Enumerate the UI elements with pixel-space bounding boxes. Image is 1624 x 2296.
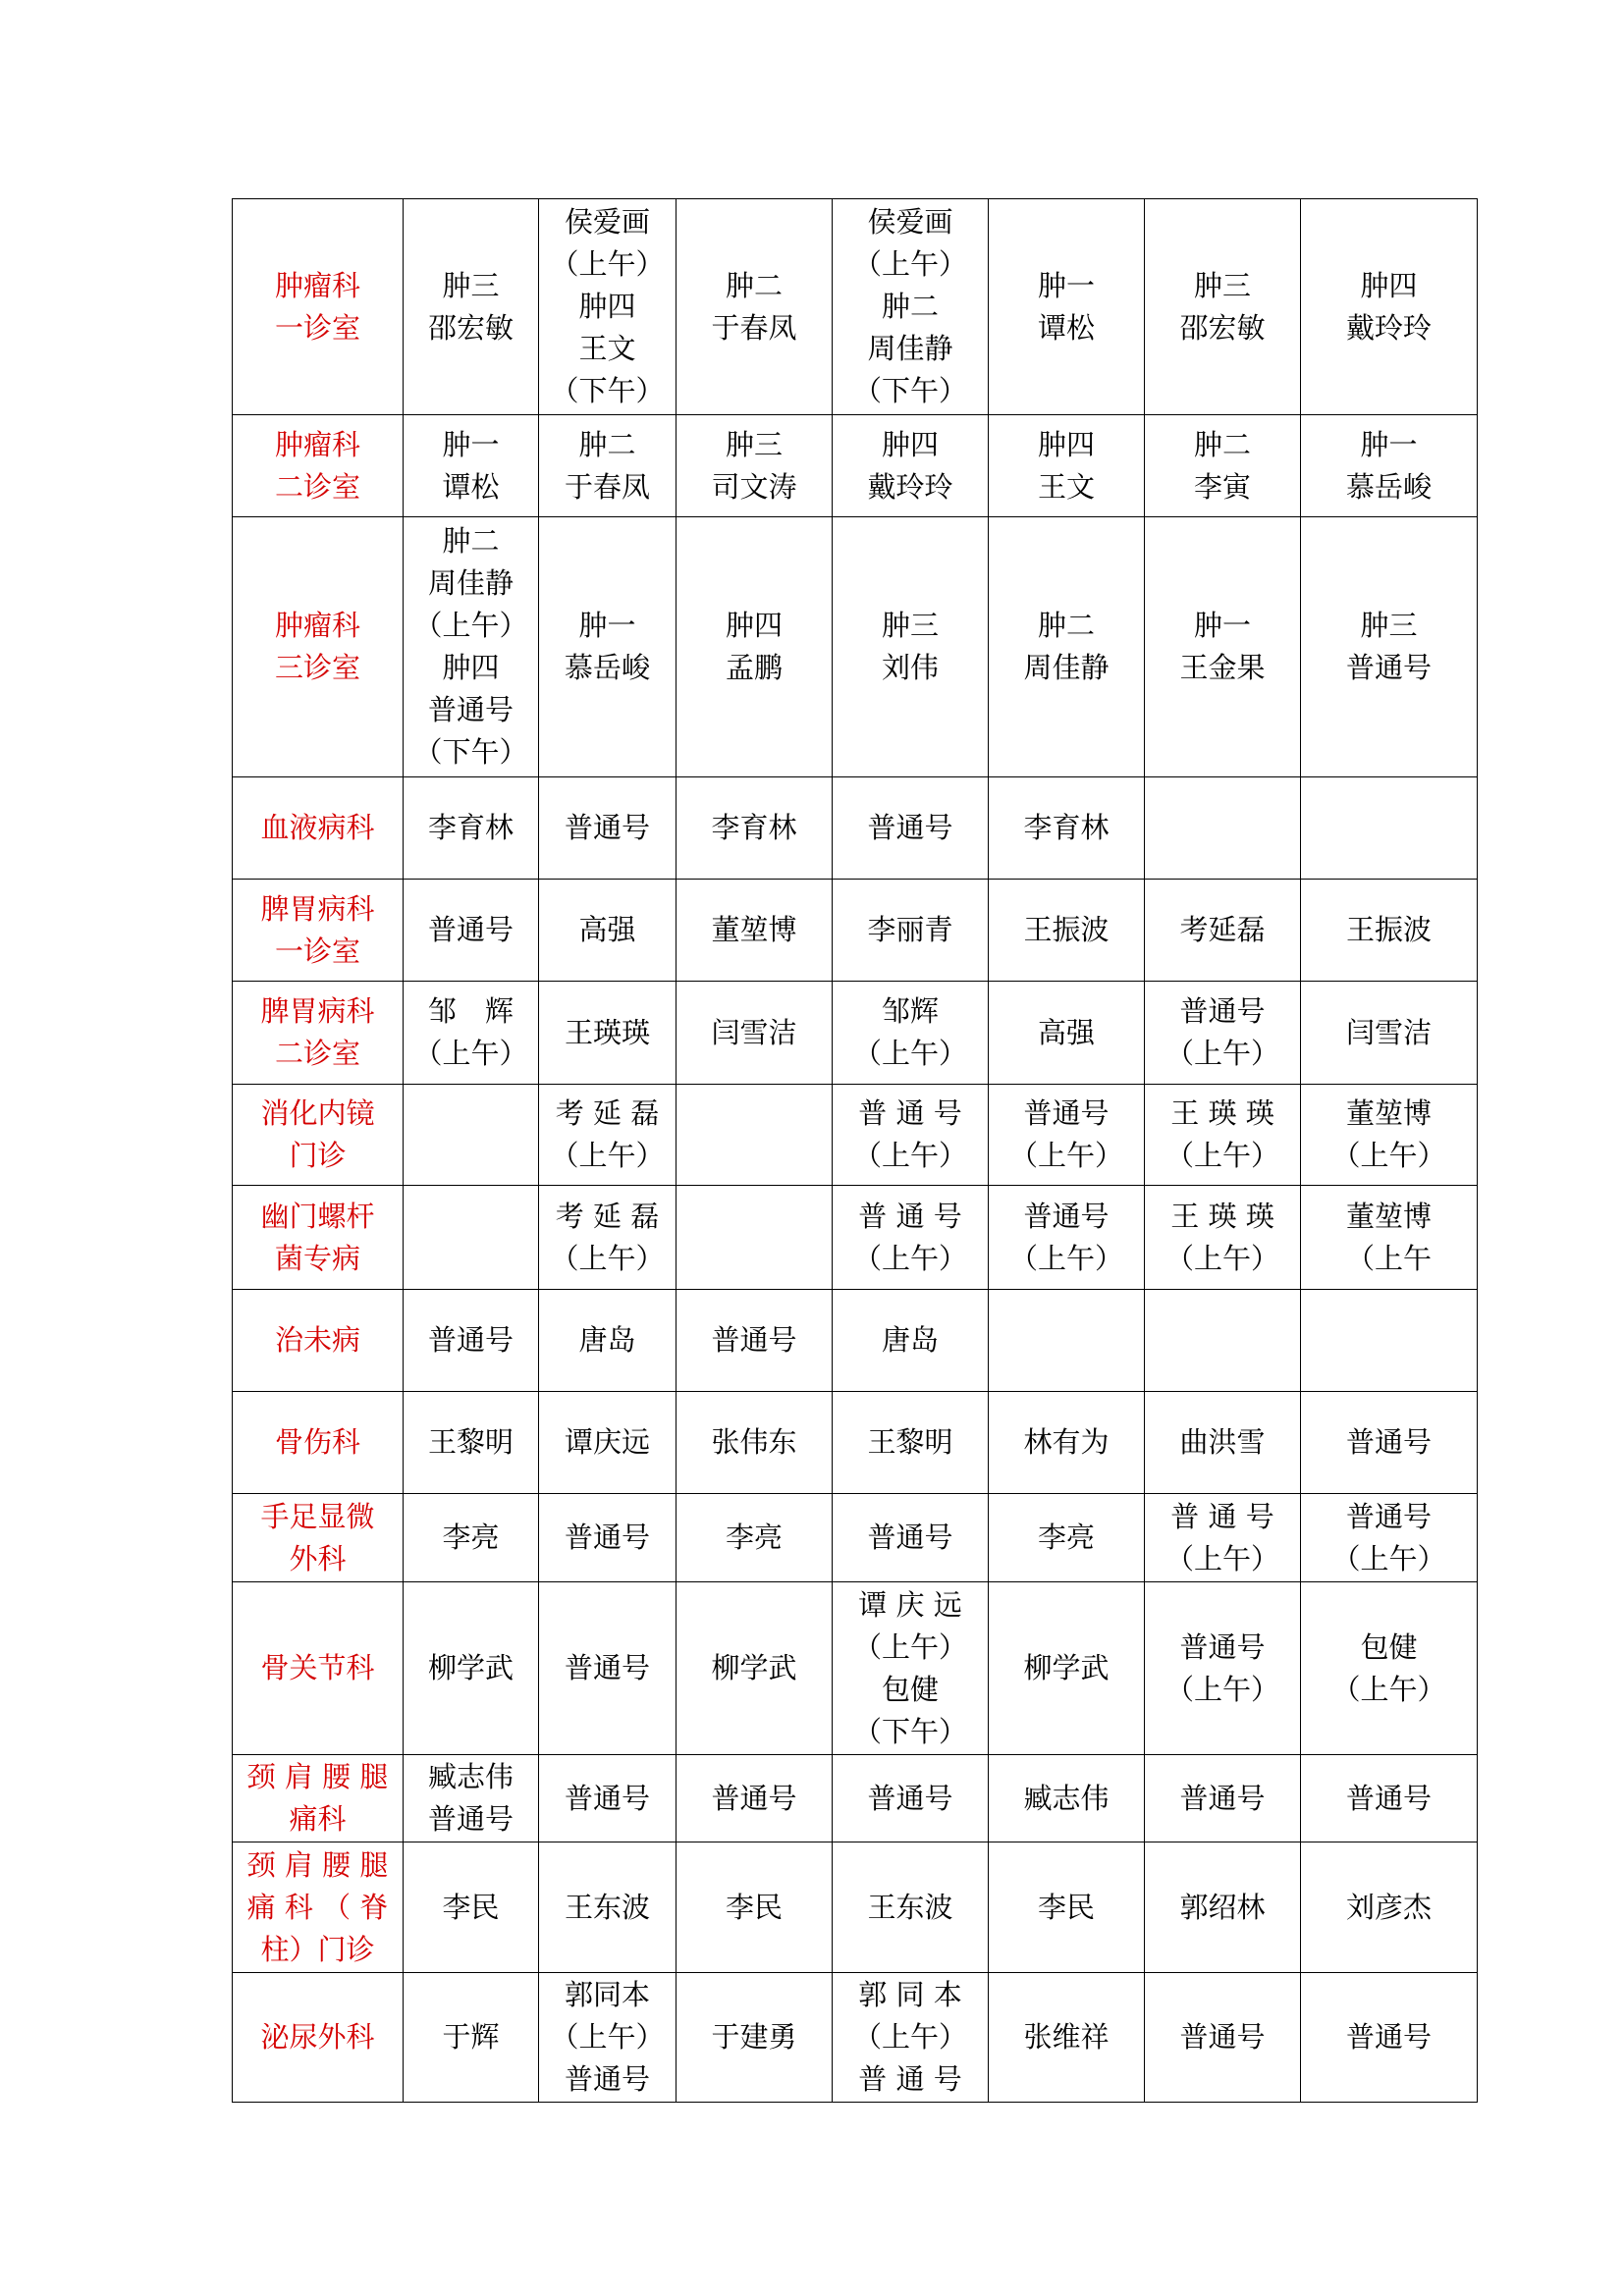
schedule-cell: 肿三 邵宏敏	[1145, 199, 1301, 415]
department-cell: 血液病科	[233, 777, 404, 880]
schedule-cell: 普 通 号 （上午）	[833, 1186, 989, 1290]
schedule-cell: 谭庆远	[539, 1392, 677, 1494]
schedule-row	[233, 517, 1478, 777]
schedule-cell: 柳学武	[404, 1582, 539, 1755]
schedule-cell: 普通号	[833, 1755, 989, 1842]
department-cell: 消化内镜 门诊	[233, 1085, 404, 1186]
department-cell: 骨关节科	[233, 1582, 404, 1755]
schedule-cell: 李丽青	[833, 880, 989, 982]
schedule-cell: 于辉	[404, 1973, 539, 2103]
schedule-cell: 肿二 周佳静 （上午） 肿四 普通号 （下午）	[404, 517, 539, 777]
schedule-cell: 王黎明	[833, 1392, 989, 1494]
schedule-cell: 肿一 谭松	[989, 199, 1145, 415]
schedule-cell: 侯爱画 （上午） 肿四 王文 （下午）	[539, 199, 677, 415]
schedule-cell: 李民	[989, 1842, 1145, 1973]
schedule-cell: 邹 辉 （上午）	[404, 982, 539, 1085]
schedule-cell: 普通号	[833, 1494, 989, 1582]
schedule-row	[233, 982, 1478, 1085]
schedule-cell: 李亮	[989, 1494, 1145, 1582]
schedule-cell: 李民	[677, 1842, 833, 1973]
schedule-cell	[404, 1085, 539, 1186]
schedule-row	[233, 199, 1478, 415]
clinic-schedule-table	[232, 198, 1478, 2103]
schedule-cell: 普通号	[677, 1290, 833, 1392]
schedule-cell: 普通号	[1301, 1755, 1478, 1842]
schedule-cell: 普通号	[404, 880, 539, 982]
schedule-cell	[1145, 777, 1301, 880]
schedule-cell: 肿一 王金果	[1145, 517, 1301, 777]
schedule-row	[233, 1494, 1478, 1582]
schedule-cell: 普通号 （上午）	[1145, 982, 1301, 1085]
schedule-cell: 郭 同 本 （上午） 普 通 号	[833, 1973, 989, 2103]
schedule-cell: 普通号	[1301, 1973, 1478, 2103]
schedule-cell: 普 通 号 （上午）	[1145, 1494, 1301, 1582]
department-cell: 脾胃病科 二诊室	[233, 982, 404, 1085]
schedule-cell: 普通号	[404, 1290, 539, 1392]
schedule-row	[233, 777, 1478, 880]
schedule-cell: 张维祥	[989, 1973, 1145, 2103]
department-cell: 泌尿外科	[233, 1973, 404, 2103]
schedule-cell: 郭同本 （上午） 普通号	[539, 1973, 677, 2103]
department-cell: 治未病	[233, 1290, 404, 1392]
schedule-cell: 普通号 （上午）	[989, 1186, 1145, 1290]
schedule-cell: 邹辉 （上午）	[833, 982, 989, 1085]
schedule-cell: 董堃博 （上午	[1301, 1186, 1478, 1290]
schedule-cell: 肿四 孟鹏	[677, 517, 833, 777]
schedule-cell: 包健 （上午）	[1301, 1582, 1478, 1755]
schedule-row	[233, 1290, 1478, 1392]
schedule-cell: 肿四 王文	[989, 415, 1145, 517]
schedule-cell	[989, 1290, 1145, 1392]
schedule-cell: 臧志伟	[989, 1755, 1145, 1842]
schedule-cell: 王 瑛 瑛 （上午）	[1145, 1085, 1301, 1186]
schedule-cell: 肿四 戴玲玲	[833, 415, 989, 517]
schedule-row	[233, 1755, 1478, 1842]
schedule-cell: 普通号	[1301, 1392, 1478, 1494]
schedule-row	[233, 415, 1478, 517]
schedule-cell: 普通号	[539, 777, 677, 880]
schedule-cell: 考 延 磊 （上午）	[539, 1085, 677, 1186]
schedule-cell: 考延磊	[1145, 880, 1301, 982]
schedule-cell: 柳学武	[989, 1582, 1145, 1755]
schedule-cell: 柳学武	[677, 1582, 833, 1755]
schedule-row	[233, 1085, 1478, 1186]
schedule-cell: 肿三 邵宏敏	[404, 199, 539, 415]
schedule-cell: 肿三 普通号	[1301, 517, 1478, 777]
schedule-row	[233, 1842, 1478, 1973]
schedule-cell: 于建勇	[677, 1973, 833, 2103]
schedule-cell: 林有为	[989, 1392, 1145, 1494]
department-cell: 颈 肩 腰 腿 痛 科 （ 脊 柱）门诊	[233, 1842, 404, 1973]
department-cell: 肿瘤科 三诊室	[233, 517, 404, 777]
schedule-cell: 王振波	[1301, 880, 1478, 982]
schedule-cell	[1301, 1290, 1478, 1392]
schedule-cell: 闫雪洁	[677, 982, 833, 1085]
schedule-cell: 普 通 号 （上午）	[833, 1085, 989, 1186]
department-cell: 骨伤科	[233, 1392, 404, 1494]
schedule-row	[233, 1392, 1478, 1494]
schedule-row	[233, 1973, 1478, 2103]
schedule-cell: 闫雪洁	[1301, 982, 1478, 1085]
schedule-cell: 肿二 于春凤	[539, 415, 677, 517]
department-cell: 手足显微 外科	[233, 1494, 404, 1582]
schedule-row	[233, 1186, 1478, 1290]
schedule-cell: 肿一 慕岳峻	[539, 517, 677, 777]
schedule-cell: 普通号 （上午）	[989, 1085, 1145, 1186]
schedule-cell: 李育林	[677, 777, 833, 880]
schedule-cell	[404, 1186, 539, 1290]
schedule-cell: 谭 庆 远 （上午） 包健 （下午）	[833, 1582, 989, 1755]
schedule-cell: 王东波	[833, 1842, 989, 1973]
schedule-cell: 王瑛瑛	[539, 982, 677, 1085]
schedule-cell: 李亮	[677, 1494, 833, 1582]
schedule-cell: 普通号	[1145, 1973, 1301, 2103]
schedule-cell: 肿一 慕岳峻	[1301, 415, 1478, 517]
schedule-cell: 董堃博	[677, 880, 833, 982]
department-cell: 颈 肩 腰 腿 痛科	[233, 1755, 404, 1842]
schedule-cell	[677, 1186, 833, 1290]
schedule-cell: 肿二 李寅	[1145, 415, 1301, 517]
schedule-cell: 郭绍林	[1145, 1842, 1301, 1973]
schedule-cell: 高强	[539, 880, 677, 982]
schedule-cell: 普通号	[1145, 1755, 1301, 1842]
schedule-cell: 李育林	[404, 777, 539, 880]
schedule-cell: 肿二 于春凤	[677, 199, 833, 415]
schedule-cell: 臧志伟 普通号	[404, 1755, 539, 1842]
schedule-row	[233, 1582, 1478, 1755]
schedule-cell: 肿二 周佳静	[989, 517, 1145, 777]
schedule-cell: 普通号 （上午）	[1145, 1582, 1301, 1755]
schedule-cell: 王东波	[539, 1842, 677, 1973]
schedule-cell: 普通号	[539, 1582, 677, 1755]
schedule-cell: 董堃博 （上午）	[1301, 1085, 1478, 1186]
schedule-cell: 王黎明	[404, 1392, 539, 1494]
department-cell: 肿瘤科 一诊室	[233, 199, 404, 415]
schedule-cell: 考 延 磊 （上午）	[539, 1186, 677, 1290]
schedule-cell: 普通号 （上午）	[1301, 1494, 1478, 1582]
schedule-cell: 李育林	[989, 777, 1145, 880]
schedule-cell: 张伟东	[677, 1392, 833, 1494]
schedule-cell: 王 瑛 瑛 （上午）	[1145, 1186, 1301, 1290]
schedule-cell: 肿三 刘伟	[833, 517, 989, 777]
department-cell: 脾胃病科 一诊室	[233, 880, 404, 982]
schedule-cell: 普通号	[539, 1755, 677, 1842]
schedule-cell: 刘彦杰	[1301, 1842, 1478, 1973]
schedule-cell: 高强	[989, 982, 1145, 1085]
schedule-cell: 肿一 谭松	[404, 415, 539, 517]
schedule-cell: 唐岛	[539, 1290, 677, 1392]
schedule-cell: 肿三 司文涛	[677, 415, 833, 517]
schedule-cell: 曲洪雪	[1145, 1392, 1301, 1494]
schedule-cell: 普通号	[539, 1494, 677, 1582]
schedule-cell: 李亮	[404, 1494, 539, 1582]
schedule-cell: 王振波	[989, 880, 1145, 982]
schedule-cell	[1145, 1290, 1301, 1392]
department-cell: 幽门螺杆 菌专病	[233, 1186, 404, 1290]
schedule-row	[233, 880, 1478, 982]
schedule-cell	[1301, 777, 1478, 880]
schedule-cell: 普通号	[677, 1755, 833, 1842]
schedule-cell: 侯爱画 （上午） 肿二 周佳静 （下午）	[833, 199, 989, 415]
department-cell: 肿瘤科 二诊室	[233, 415, 404, 517]
schedule-cell: 李民	[404, 1842, 539, 1973]
schedule-cell	[677, 1085, 833, 1186]
schedule-cell: 普通号	[833, 777, 989, 880]
schedule-cell: 肿四 戴玲玲	[1301, 199, 1478, 415]
schedule-cell: 唐岛	[833, 1290, 989, 1392]
